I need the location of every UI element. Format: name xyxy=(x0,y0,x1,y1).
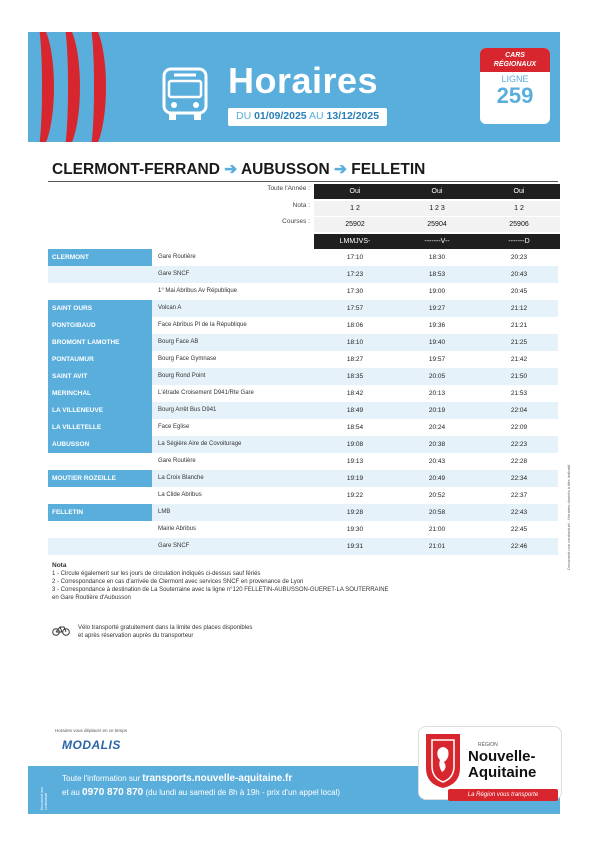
departure-time: 21:00 xyxy=(428,526,446,533)
red-swoosh-decoration xyxy=(72,32,106,142)
meta-cell: 1 2 3 xyxy=(396,201,478,216)
table-row xyxy=(48,334,558,351)
operator-caption: Horaires vous déplacer en ce temps xyxy=(55,728,128,733)
departure-time: 20:24 xyxy=(428,424,446,431)
bicycle-icon xyxy=(52,624,70,636)
departure-time: 19:28 xyxy=(346,509,364,516)
departure-time: 21:42 xyxy=(510,356,528,363)
departure-time: 21:21 xyxy=(510,322,528,329)
table-row xyxy=(48,351,558,368)
arrow-right-icon: ➔ xyxy=(224,161,238,178)
departure-time: 20:45 xyxy=(510,288,528,295)
departure-time: 22:28 xyxy=(510,458,528,465)
departure-time: 20:43 xyxy=(510,271,528,278)
table-row xyxy=(48,521,558,538)
notes-section: Nota 1 - Circule également sur les jours de circulation indiqués ci-dessus sauf fériés 2 - Correspondance en cas d'arrivée de Clermont avec services SNCF en provenance de Lyon 3 - Correspondance à destination de La Souterraine avec la ligne n°120 FELLETIN-AUBUSSON-GUERET-LA SOUTERRAINE en Gare Routière d'Aubusson xyxy=(52,562,389,601)
stop-name: Bourg Rond Point xyxy=(158,373,206,379)
footer-side-text: Document non contractuel xyxy=(40,787,48,810)
table-row xyxy=(48,538,558,555)
departure-time: 19:22 xyxy=(346,492,364,499)
city-name: AUBUSSON xyxy=(48,436,152,453)
meta-label: Nota : xyxy=(292,201,310,209)
bus-icon xyxy=(160,66,210,124)
departure-time: 17:30 xyxy=(346,288,364,295)
meta-cell: -------D xyxy=(478,234,560,249)
departure-time: 19:27 xyxy=(428,305,446,312)
stop-name: La Croix Blanche xyxy=(158,475,204,481)
city-name: MERINCHAL xyxy=(48,385,152,402)
city-name: SAINT AVIT xyxy=(48,368,152,385)
meta-label: Courses : xyxy=(282,218,310,225)
departure-time: 19:57 xyxy=(428,356,446,363)
table-row xyxy=(48,385,558,402)
departure-time: 21:25 xyxy=(510,339,528,346)
departure-time: 17:10 xyxy=(346,254,364,261)
departure-time: 22:23 xyxy=(510,441,528,448)
meta-cell: Oui xyxy=(478,184,560,199)
departure-time: 18:53 xyxy=(428,271,446,278)
stop-name: Gare SNCF xyxy=(158,543,190,549)
stop-name: Bourg Arrêt Bus D941 xyxy=(158,407,217,413)
meta-cell: 1 2 xyxy=(314,201,396,216)
schedule-meta-row xyxy=(0,217,595,232)
departure-time: 20:52 xyxy=(428,492,446,499)
stop-name: LMB xyxy=(158,509,171,515)
departure-time: 18:35 xyxy=(346,373,364,380)
lion-crest-icon xyxy=(424,732,462,790)
departure-time: 22:46 xyxy=(510,543,528,550)
table-row xyxy=(48,266,558,283)
table-row xyxy=(48,317,558,334)
table-row xyxy=(48,453,558,470)
table-row xyxy=(48,470,558,487)
departure-time: 18:54 xyxy=(346,424,364,431)
meta-label: Toute l'Année : xyxy=(267,185,310,192)
stop-name: Volcan A xyxy=(158,305,182,311)
table-row xyxy=(48,419,558,436)
meta-cell: 1 2 xyxy=(478,201,560,216)
meta-cell: -------V-- xyxy=(396,234,478,249)
departure-time: 20:58 xyxy=(428,509,446,516)
region-tagline: La Région vous transporte xyxy=(448,789,558,801)
departure-time: 18:27 xyxy=(346,356,364,363)
side-disclaimer: Document non contractuel - Horaires donnés à titre indicatif xyxy=(566,464,571,570)
departure-time: 20:49 xyxy=(428,475,446,482)
stop-name: Gare SNCF xyxy=(158,271,190,277)
table-row xyxy=(48,283,558,300)
departure-time: 20:19 xyxy=(428,407,446,414)
region-name: Nouvelle- xyxy=(468,748,536,765)
table-row xyxy=(48,504,558,521)
region-name: Aquitaine xyxy=(468,764,537,781)
departure-time: 22:37 xyxy=(510,492,528,499)
meta-cell: 25902 xyxy=(314,217,396,232)
table-row xyxy=(48,368,558,385)
validity-period: DU 01/09/2025 AU 13/12/2025 xyxy=(228,108,387,126)
phone-number[interactable]: 0970 870 870 xyxy=(82,787,144,798)
table-row xyxy=(48,249,558,266)
meta-cell: 25904 xyxy=(396,217,478,232)
departure-time: 18:30 xyxy=(428,254,446,261)
city-name: CLERMONT xyxy=(48,249,152,266)
stop-name: Face Eglise xyxy=(158,424,190,430)
departure-time: 20:38 xyxy=(428,441,446,448)
departure-time: 18:10 xyxy=(346,339,364,346)
city-name: MOUTIER ROZEILLE xyxy=(48,470,152,487)
departure-time: 19:31 xyxy=(346,543,364,550)
departure-time: 17:23 xyxy=(346,271,364,278)
line-number: 259 xyxy=(496,83,534,108)
departure-time: 17:57 xyxy=(346,305,364,312)
city-name: FELLETIN xyxy=(48,504,152,521)
departure-time: 22:04 xyxy=(510,407,528,414)
departure-time: 21:50 xyxy=(510,373,528,380)
stop-name: L'étrade Croisement D941/Rte Gare xyxy=(158,390,254,396)
departure-time: 20:05 xyxy=(428,373,446,380)
departure-time: 21:53 xyxy=(510,390,528,397)
table-row xyxy=(48,300,558,317)
arrow-right-icon: ➔ xyxy=(333,161,347,178)
meta-cell: Oui xyxy=(396,184,478,199)
table-row xyxy=(48,402,558,419)
city-name: LA VILLETELLE xyxy=(48,419,152,436)
divider xyxy=(48,181,558,182)
departure-time: 22:43 xyxy=(510,509,528,516)
schedule-meta-row xyxy=(0,201,595,216)
line-label: LIGNE xyxy=(501,74,529,84)
city-name: SAINT OURS xyxy=(48,300,152,317)
city-name: PONTGIBAUD xyxy=(48,317,152,334)
departure-time: 22:45 xyxy=(510,526,528,533)
bike-transport-info: Vélo transporté gratuitement dans la limite des places disponibles et après réservation auprès du transporteur xyxy=(78,625,253,639)
stop-name: 1° Mai Abribus Av République xyxy=(158,288,238,294)
table-row xyxy=(48,436,558,453)
departure-time: 18:49 xyxy=(346,407,364,414)
region-label: RÉGION xyxy=(478,742,498,748)
departure-time: 20:43 xyxy=(428,458,446,465)
city-name: BROMONT LAMOTHE xyxy=(48,334,152,351)
departure-time: 22:09 xyxy=(510,424,528,431)
meta-cell: 25906 xyxy=(478,217,560,232)
departure-time: 19:08 xyxy=(346,441,364,448)
stop-name: La Clide Abribus xyxy=(158,492,202,498)
table-row xyxy=(48,487,558,504)
stop-name: Gare Routière xyxy=(158,254,196,260)
departure-time: 22:34 xyxy=(510,475,528,482)
stop-name: Bourg Face AB xyxy=(158,339,199,345)
departure-time: 19:19 xyxy=(346,475,364,482)
city-name: PONTAUMUR xyxy=(48,351,152,368)
schedule-meta-row xyxy=(0,234,595,249)
departure-time: 20:13 xyxy=(428,390,446,397)
route-title: CLERMONT-FERRAND ➔ AUBUSSON ➔ FELLETIN xyxy=(52,161,426,178)
footer-info: Toute l'information sur transports.nouvelle-aquitaine.fr et au 0970 870 870 (du lundi au samedi de 8h à 19h - prix d'un appel local) xyxy=(62,773,340,798)
line-badge xyxy=(480,48,550,124)
departure-time: 19:13 xyxy=(346,458,364,465)
departure-time: 19:30 xyxy=(346,526,364,533)
stop-name: Bourg Face Gymnase xyxy=(158,356,217,362)
cars-regionaux-label: CARS RÉGIONAUX xyxy=(480,48,550,72)
stop-name: La Ségière Aire de Covoiturage xyxy=(158,441,242,447)
meta-cell: LMMJVS- xyxy=(314,234,396,249)
departure-time: 18:42 xyxy=(346,390,364,397)
stop-name: Gare Routière xyxy=(158,458,196,464)
city-name: LA VILLENEUVE xyxy=(48,402,152,419)
website-link[interactable]: transports.nouvelle-aquitaine.fr xyxy=(142,773,293,784)
stop-name: Mairie Abribus xyxy=(158,526,197,532)
departure-time: 21:01 xyxy=(428,543,446,550)
departure-time: 18:06 xyxy=(346,322,364,329)
departure-time: 20:23 xyxy=(510,254,528,261)
departure-time: 21:12 xyxy=(510,305,528,312)
departure-time: 19:00 xyxy=(428,288,446,295)
departure-time: 19:40 xyxy=(428,339,446,346)
operator-logo: MODALIS xyxy=(62,738,121,752)
departure-time: 19:36 xyxy=(428,322,446,329)
page-title: Horaires xyxy=(228,60,379,101)
stop-name: Face Abribus Pl de la République xyxy=(158,322,247,328)
meta-cell: Oui xyxy=(314,184,396,199)
schedule-meta-row xyxy=(0,184,595,199)
